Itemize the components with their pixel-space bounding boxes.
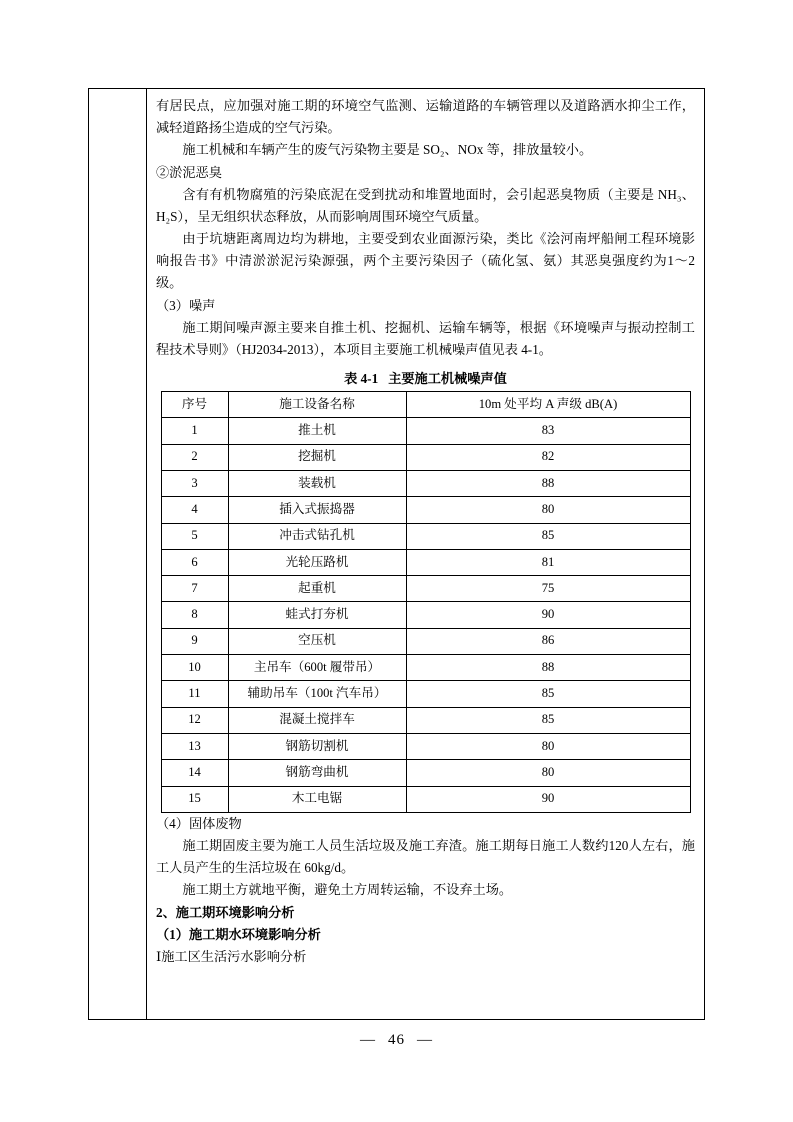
table-cell-index: 5 bbox=[161, 523, 228, 549]
heading-domestic-sewage-analysis: Ⅰ施工区生活污水影响分析 bbox=[156, 948, 307, 964]
table-cell-noise: 80 bbox=[406, 760, 690, 786]
table-cell-index: 4 bbox=[161, 497, 228, 523]
table-row bbox=[161, 628, 690, 654]
table-cell-noise: 88 bbox=[406, 655, 690, 681]
table-cell-index: 13 bbox=[161, 733, 228, 759]
paragraph-noise-sources: 施工期间噪声源主要来自推土机、挖掘机、运输车辆等，根据《环境噪声与振动控制工程技术导则》（HJ2034-2013），本项目主要施工机械噪声值见表 4-1。 bbox=[156, 319, 695, 357]
table-header-cell: 10m 处平均 A 声级 dB(A) bbox=[406, 392, 690, 418]
paragraph-exhaust-pollutants: 施工机械和车辆产生的废气污染物主要是 SO₂、NOx 等，排放量较小。 bbox=[182, 142, 593, 158]
table-row bbox=[161, 444, 690, 470]
table-row bbox=[161, 470, 690, 496]
table-cell-equipment: 主吊车（600t 履带吊） bbox=[228, 655, 406, 681]
table-cell-noise: 82 bbox=[406, 444, 690, 470]
table-caption-number: 表 4-1 bbox=[344, 371, 379, 387]
table-cell-equipment: 冲击式钻孔机 bbox=[228, 523, 406, 549]
table-cell-index: 3 bbox=[161, 470, 228, 496]
heading-noise: （3）噪声 bbox=[156, 297, 216, 313]
table-cell-index: 15 bbox=[161, 786, 228, 812]
table-cell-equipment: 插入式振捣器 bbox=[228, 497, 406, 523]
table-cell-equipment: 起重机 bbox=[228, 576, 406, 602]
table-cell-noise: 85 bbox=[406, 681, 690, 707]
table-cell-equipment: 推土机 bbox=[228, 418, 406, 444]
table-cell-noise: 75 bbox=[406, 576, 690, 602]
table-cell-noise: 85 bbox=[406, 707, 690, 733]
table-header-cell: 施工设备名称 bbox=[228, 392, 406, 418]
table-cell-index: 14 bbox=[161, 760, 228, 786]
left-margin-column bbox=[89, 89, 147, 1019]
heading-solid-waste: （4）固体废物 bbox=[156, 815, 242, 831]
page-number-dash-left: — bbox=[360, 1032, 376, 1048]
page-number-value: 46 bbox=[388, 1032, 405, 1048]
table-row bbox=[161, 681, 690, 707]
table-cell-equipment: 钢筋切割机 bbox=[228, 733, 406, 759]
table-cell-index: 8 bbox=[161, 602, 228, 628]
table-header-cell: 序号 bbox=[161, 392, 228, 418]
table-cell-index: 1 bbox=[161, 418, 228, 444]
page-footer bbox=[0, 1032, 793, 1049]
table-cell-equipment: 蛙式打夯机 bbox=[228, 602, 406, 628]
paragraph-solid-waste-detail: 施工期固废主要为施工人员生活垃圾及施工弃渣。施工期每日施工人数约120人左右，施工人员产生的生活垃圾在 60kg/d。 bbox=[156, 837, 695, 876]
table-cell-equipment: 木工电锯 bbox=[228, 786, 406, 812]
heading-construction-impact-analysis: 2、施工期环境影响分析 bbox=[156, 904, 295, 920]
table-cell-index: 7 bbox=[161, 576, 228, 602]
table-cell-index: 11 bbox=[161, 681, 228, 707]
table-cell-noise: 85 bbox=[406, 523, 690, 549]
table-row bbox=[161, 655, 690, 681]
table-row bbox=[161, 497, 690, 523]
table-row bbox=[161, 549, 690, 575]
table-row bbox=[161, 576, 690, 602]
table-cell-index: 2 bbox=[161, 444, 228, 470]
paragraph-dust-control: 有居民点，应加强对施工期的环境空气监测、运输道路的车辆管理以及道路洒水抑尘工作，减轻道路扬尘造成的空气污染。 bbox=[156, 98, 695, 136]
heading-water-impact-analysis: （1）施工期水环境影响分析 bbox=[156, 926, 321, 942]
paragraph-earthwork-balance: 施工期土方就地平衡，避免土方周转运输，不设弃土场。 bbox=[182, 882, 513, 898]
table-header-row bbox=[161, 392, 690, 418]
table-cell-noise: 83 bbox=[406, 418, 690, 444]
table-row bbox=[161, 786, 690, 812]
table-row bbox=[161, 602, 690, 628]
table-row bbox=[161, 760, 690, 786]
table-row bbox=[161, 418, 690, 444]
table-row bbox=[161, 523, 690, 549]
content-frame bbox=[88, 88, 705, 1020]
table-cell-noise: 80 bbox=[406, 497, 690, 523]
table-caption bbox=[156, 368, 695, 387]
paragraph-odor-release: 含有有机物腐殖的污染底泥在受到扰动和堆置地面时，会引起恶臭物质（主要是 NH₃、H₂S），呈无组织状态释放，从而影响周围环境空气质量。 bbox=[156, 186, 695, 224]
table-cell-index: 10 bbox=[161, 655, 228, 681]
table-cell-noise: 86 bbox=[406, 628, 690, 654]
table-cell-noise: 90 bbox=[406, 602, 690, 628]
table-row bbox=[161, 733, 690, 759]
table-cell-index: 9 bbox=[161, 628, 228, 654]
table-cell-equipment: 光轮压路机 bbox=[228, 549, 406, 575]
heading-sludge-odor: ②淤泥恶臭 bbox=[156, 164, 222, 180]
table-cell-equipment: 混凝土搅拌车 bbox=[228, 707, 406, 733]
table-cell-index: 12 bbox=[161, 707, 228, 733]
table-cell-equipment: 挖掘机 bbox=[228, 444, 406, 470]
table-cell-equipment: 空压机 bbox=[228, 628, 406, 654]
table-cell-noise: 90 bbox=[406, 786, 690, 812]
table-cell-index: 6 bbox=[161, 549, 228, 575]
table-cell-noise: 81 bbox=[406, 549, 690, 575]
table-cell-noise: 80 bbox=[406, 733, 690, 759]
page-number-dash-right: — bbox=[417, 1032, 433, 1048]
table-cell-equipment: 钢筋弯曲机 bbox=[228, 760, 406, 786]
table-cell-equipment: 装载机 bbox=[228, 470, 406, 496]
paragraph-odor-intensity: 由于坑塘距离周边均为耕地，主要受到农业面源污染，类比《浍河南坪船闸工程环境影响报告书》中清淤淤泥污染源强，两个主要污染因子（硫化氢、氨）其恶臭强度约为1～2级。 bbox=[156, 231, 695, 291]
noise-values-table bbox=[161, 391, 691, 813]
table-cell-noise: 88 bbox=[406, 470, 690, 496]
table-row bbox=[161, 707, 690, 733]
table-cell-equipment: 辅助吊车（100t 汽车吊） bbox=[228, 681, 406, 707]
table-caption-title: 主要施工机械噪声值 bbox=[388, 371, 507, 387]
main-content-column bbox=[147, 89, 704, 1019]
